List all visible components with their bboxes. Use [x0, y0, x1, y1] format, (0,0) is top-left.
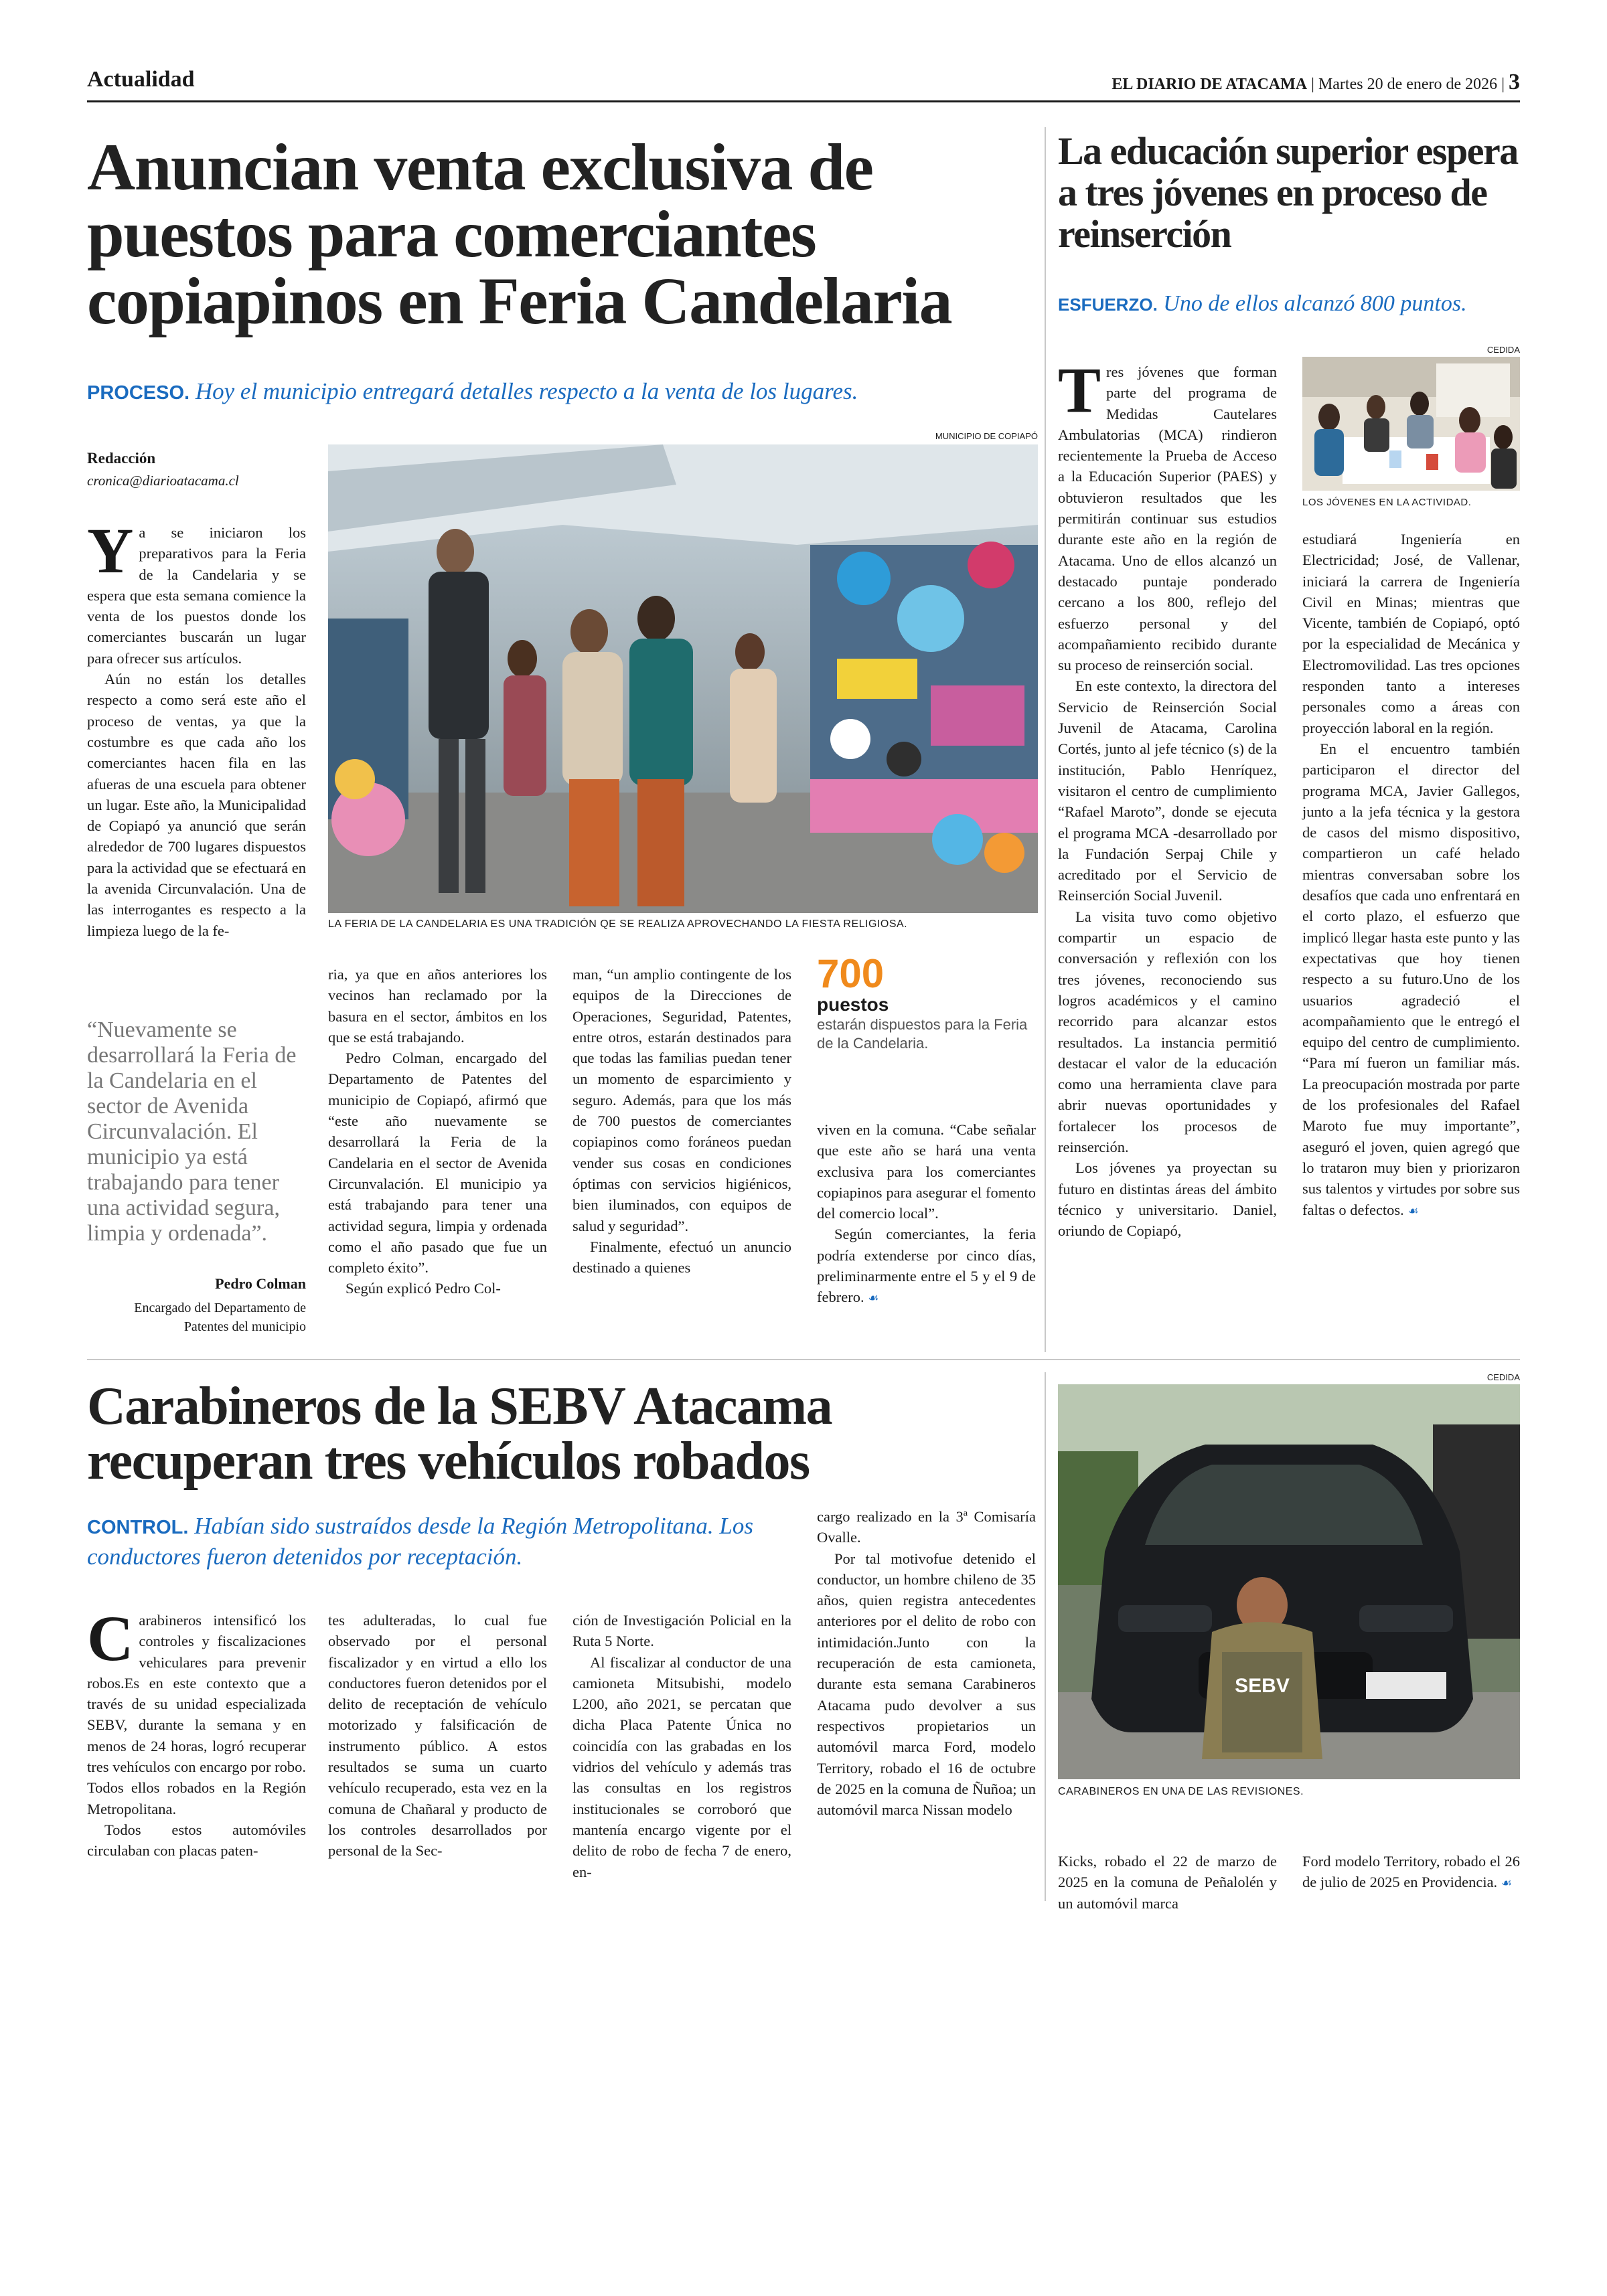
story2-paragraph: En este contexto, la directora del Servicio de Reinserción Social Juvenil de Atacama, Carolina Cortés, junto al jefe técnico (s) de la institución, Pablo Henríquez, visitaron el centro de cumplimiento “Rafael Maroto”, donde se ejecuta el programa MCA -desarrollado por la Fundación Serpaj Chile y acreditado por el Servicio de Reinserción Social Juvenil.: [1058, 677, 1277, 904]
stat-text: estarán dispuestos para la Feria de la Candelaria.: [817, 1016, 1028, 1052]
story3-paragraph: Al fiscalizar al conductor de una camioneta Mitsubishi, modelo L200, año 2021, se percatan que dicha Placa Patente Única no coincidía con las grabadas en los vidrios del vehículo y además tras las consultas en los registros institucionales se corroboró que mantenía encargo vigente por el delito de robo de fecha 7 de enero, en-: [572, 1653, 791, 1880]
story1-paragraph: ria, ya que en años anteriores los vecinos han reclamado por la basura en el sector, ámbitos en los que se está trabajando.: [328, 966, 547, 1046]
story1-paragraph: a se iniciaron los preparativos para la Feria de la Candelaria y se espera que esta semana comience la venta de los puestos donde los comerciantes buscarán un lugar para ofrecer sus artículos.: [87, 524, 306, 667]
story2-paragraph: La visita tuvo como objetivo compartir un espacio de conversación y reflexión con los tres jóvenes, reconociendo sus logros académicos y el camino recorrido para alcanzar estos resultados. La instancia permitió destacar el valor de la educación como una herramienta clave para abrir nuevas oportunidades y fortalecer los procesos de reinserción.: [1058, 908, 1277, 1155]
story3-paragraph: Por tal motivofue detenido el conductor, un hombre chileno de 35 años, quien registra antecedentes anteriores por el delito de robo con intimidación.Junto con la recuperación de esta camioneta, durante esta semana Carabineros Atacama pudo devolver a sus respectivos propietarios un automóvil marca Ford, modelo Territory, robado el 16 de octubre de 2025 en la comuna de Ñuñoa; un automóvil marca Nissan modelo: [817, 1550, 1036, 1819]
column-divider: [1045, 1372, 1046, 1901]
story1-email: cronica@diarioatacama.cl: [87, 473, 239, 489]
story2-kicker: ESFUERZO.: [1058, 295, 1158, 315]
story2-deckline: [1058, 291, 1520, 317]
story1-byline: Redacción: [87, 450, 156, 467]
story1-photo-caption: LA FERIA DE LA CANDELARIA ES UNA TRADICIÓN QE SE REALIZA APROVECHANDO LA FIESTA RELIGIOSA.: [328, 918, 908, 930]
story3-photo-caption: CARABINEROS EN UNA DE LAS REVISIONES.: [1058, 1786, 1304, 1797]
story3-photo-credit: CEDIDA: [1486, 1372, 1520, 1382]
stat-number: 700: [817, 951, 885, 996]
newspaper-name: EL DIARIO DE ATACAMA: [1112, 76, 1308, 93]
story2-paragraph: [1302, 738, 1520, 1222]
story2-column-2: [1302, 529, 1520, 1222]
story3-deckline: [87, 1511, 783, 1572]
story3-dropcap: C: [87, 1603, 134, 1674]
issue-date: Martes 20 de enero de 2026: [1318, 76, 1498, 93]
story1-paragraph: Según explicó Pedro Col-: [346, 1280, 501, 1297]
story2-column-1: [1058, 354, 1277, 1241]
story3-deck: Habían sido sustraídos desde la Región Metropolitana. Los conductores fueron detenidos por receptación.: [87, 1513, 754, 1570]
end-mark-icon: ☙: [868, 1291, 879, 1306]
story1-last-sentence: Según comerciantes, la feria podría extenderse por cinco días, preliminarmente entre el 5 y el 9 de febrero.: [817, 1226, 1036, 1306]
column-divider: [1045, 127, 1046, 1352]
story1-photo-credit: MUNICIPIO DE COPIAPÓ: [935, 431, 1038, 441]
story1-paragraph: Aún no están los detalles respecto a como será este año el proceso de ventas, ya que la costumbre es que cada año los comerciantes hacen fila en las afueras de una escuela para obtener un lugar. Este año, la Municipalidad de Copiapó ya anunció que serán alrededor de 700 lugares dispuestos para la actividad que se efectuará en la avenida Circunvalación. Una de las interrogantes es respecto a la limpieza luego de la fe-: [87, 671, 306, 939]
story3-paragraph: [1302, 1851, 1520, 1894]
story3-kicker: CONTROL.: [87, 1517, 189, 1538]
story-divider: [87, 1359, 1520, 1360]
story2-dropcap: T: [1058, 354, 1101, 426]
story1-stat-box: [817, 951, 1038, 1053]
story3-paragraph: tes adulteradas, lo cual fue observado por el personal fiscalizador y en virtud a ello los conductores fueron detenidos por el delito de receptación de vehículo motorizado y falsificación de instrumento público. A estos resultados se suma un cuarto vehículo recuperado, esta vez en la comuna de Chañaral y producto de los controles desarrollados por personal de la Sec-: [328, 1612, 547, 1860]
story2-photo-caption: LOS JÓVENES EN LA ACTIVIDAD.: [1302, 497, 1472, 508]
story1-quote-name: Pedro Colman: [215, 1275, 306, 1292]
story1-dropcap: Y: [87, 515, 134, 586]
story3-column-5: [1058, 1851, 1277, 1914]
page-number: 3: [1509, 70, 1520, 94]
story1-paragraph: Pedro Colman, encargado del Departamento de Patentes del municipio de Copiapó, afirmó que “este año nuevamente se desarrollará la Feria de la Candelaria en el sector de Avenida Circunvalación. El municipio ya está trabajando para tener una actividad segura, limpia y ordenada como el año pasado que fue un completo éxito”.: [328, 1050, 547, 1277]
story1-column-3: [572, 964, 791, 1278]
vest-label: SEBV: [1235, 1675, 1290, 1697]
story1-headline: Anuncian venta exclusiva de puestos para comerciantes copiapinos en Feria Candelaria: [87, 130, 952, 338]
story1-column-4: [817, 1119, 1036, 1309]
story1-paragraph: Finalmente, efectuó un anuncio destinado a quienes: [572, 1238, 791, 1277]
end-mark-icon: ☙: [1407, 1204, 1419, 1218]
story3-last-sentence: Ford modelo Territory, robado el 26 de julio de 2025 en Providencia.: [1302, 1853, 1520, 1891]
car-inspection-illustration: [1058, 1384, 1520, 1779]
masthead: EL DIARIO DE ATACAMA | Martes 20 de enero de 2026 | 3: [1112, 70, 1520, 94]
story3-column-6: [1302, 1851, 1520, 1894]
end-mark-icon: ☙: [1501, 1876, 1512, 1891]
story3-paragraph: Todos estos automóviles circulaban con placas paten-: [87, 1821, 306, 1860]
story3-paragraph: ción de Investigación Policial en la Ruta 5 Norte.: [572, 1612, 791, 1650]
story3-column-4: [817, 1506, 1036, 1820]
story1-paragraph: viven en la comuna. “Cabe señalar que este año se hará una venta exclusiva para los comerciantes copiapinos para asegurar el fomento del comercio local”.: [817, 1121, 1036, 1222]
story2-paragraph: res jóvenes que forman parte del programa de Medidas Cautelares Ambulatorias (MCA) rindieron recientemente la Prueba de Acceso a la Educación Superior (PAES) y obtuvieron resultados que les permitirán continuar sus estudios durante este año en la región de Atacama. Uno de ellos alcanzó un destacado puntaje ponderado cercano a los 800, reflejo del esfuerzo personal y del acompañamiento recibido durante su proceso de reinserción social.: [1058, 363, 1277, 674]
header-rule: [87, 100, 1520, 102]
story3-paragraph: Kicks, robado el 22 de marzo de 2025 en la comuna de Peñalolén y un automóvil marca: [1058, 1853, 1277, 1912]
feria-scene-illustration: [328, 444, 1038, 913]
stat-label: puestos: [817, 994, 889, 1015]
story1-kicker: PROCESO.: [87, 382, 190, 404]
story2-photo: [1302, 357, 1520, 491]
story1-paragraph: [817, 1224, 1036, 1309]
story3-column-3: [572, 1610, 791, 1882]
story3-paragraph: arabineros intensificó los controles y fiscalizaciones vehiculares para prevenir robos.Es en este contexto que a través de su unidad especializada SEBV, durante la semana y en menos de 24 horas, logró recuperar tres vehículos con encargo por robo. Todos ellos robados en la Región Metropolitana.: [87, 1612, 306, 1817]
story2-deck: Uno de ellos alcanzó 800 puntos.: [1163, 291, 1467, 316]
story1-column-2: [328, 964, 547, 1299]
story1-paragraph: man, “un amplio contingente de los equipos de la Direcciones de Operaciones, Seguridad, Patentes, entre otros, estarán destinados para que todas las familias puedan tener un momento de esparcimiento y seguro. Además, para que los más de 700 puestos de comerciantes copiapinos como foráneos puedan vender sus cosas en condiciones óptimas con servicios higiénicos, bien iluminados, con equipos de salud y seguridad”.: [572, 966, 791, 1234]
story2-photo-credit: CEDIDA: [1486, 345, 1520, 355]
story1-deck: Hoy el municipio entregará detalles respecto a la venta de los lugares.: [195, 378, 858, 404]
story3-paragraph: cargo realizado en la 3ª Comisaría Ovalle.: [817, 1508, 1036, 1546]
story1-quote-role: Encargado del Departamento de Patentes del municipio: [134, 1301, 306, 1334]
story2-headline: La educación superior espera a tres jóvenes en proceso de reinserción: [1058, 129, 1518, 256]
story3-photo: [1058, 1384, 1520, 1779]
story2-paragraph: Los jóvenes ya proyectan su futuro en distintas áreas del ámbito técnico y universitario. Daniel, oriundo de Copiapó,: [1058, 1159, 1277, 1240]
story1-photo: [328, 444, 1038, 913]
story1-deckline: [87, 378, 1038, 405]
story2-last-paragraph: En el encuentro también participaron el director del programa MCA, Javier Gallegos, junto a la jefa técnica y la gestora de casos del mismo dispositivo, compartieron un café helado mientras conversaban sobre los desafíos que cada uno enfrentará en el corto plazo, el esfuerzo que implicó llegar hasta este punto y las expectativas que hoy tienen respecto a su futuro.Uno de los usuarios agradeció el acompañamiento que le entregó el equipo del centro de cumplimiento. “Para mí fueron un familiar más. La preocupación mostrada por parte de los profesionales del Rafael Maroto fue muy importante”, aseguró el joven, quien agregó que lo trataron muy bien y priorizaron sus talentos y virtudes por sobre sus faltas o defectos.: [1302, 740, 1520, 1218]
story3-column-2: [328, 1610, 547, 1862]
story3-column-1: [87, 1603, 306, 1862]
story1-pull-quote: “Nuevamente se desarrollará la Feria de la Candelaria en el sector de Avenida Circunvalación. El municipio ya está trabajando para tener una actividad segura, limpia y ordenada”.: [87, 1017, 297, 1246]
story3-headline: Carabineros de la SEBV Atacama recuperan tres vehículos robados: [87, 1377, 832, 1491]
meeting-scene-illustration: [1302, 357, 1520, 491]
section-label: Actualidad: [87, 67, 195, 92]
story1-column-1: [87, 515, 306, 941]
story2-paragraph: estudiará Ingeniería en Electricidad; José, de Vallenar, iniciará la carrera de Ingeniería Civil en Minas; mientras que Vicente, también de Copiapó, optó por la especialidad de Mecánica y Electromovilidad. Las tres opciones responden tanto a intereses personales como a áreas con proyección laboral en la región.: [1302, 531, 1520, 736]
